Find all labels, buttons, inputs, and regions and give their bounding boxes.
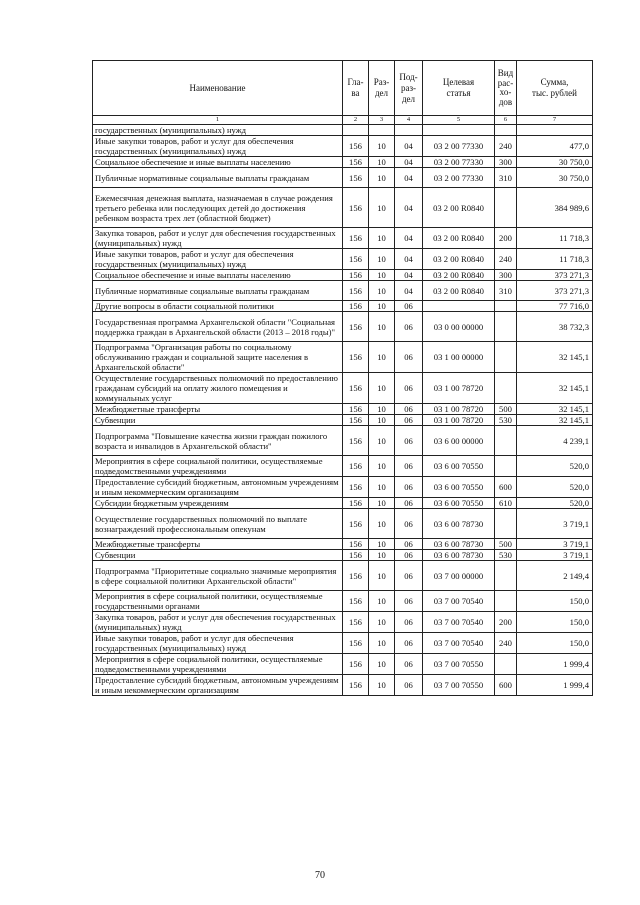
cell-statya: 03 1 00 78720 <box>423 373 495 404</box>
cell-razdel: 10 <box>369 539 395 550</box>
cell-glava: 156 <box>343 612 369 633</box>
cell-name: Подпрограмма "Организация работы по социальному обслуживанию граждан и социальной защите населения в Архангельской области" <box>93 342 343 373</box>
table-row <box>93 539 593 550</box>
cell-podrazdel: 06 <box>395 612 423 633</box>
cell-podrazdel: 04 <box>395 281 423 301</box>
cell-vid: 200 <box>495 612 517 633</box>
cell-statya: 03 1 00 78720 <box>423 415 495 426</box>
table-row <box>93 426 593 456</box>
cell-statya: 03 2 00 R0840 <box>423 188 495 228</box>
cell-name: Ежемесячная денежная выплата, назначаемая в случае рождения третьего ребенка или последующих детей до достижения ребенком возраста трех лет (областной бюджет) <box>93 188 343 228</box>
cell-podrazdel: 06 <box>395 539 423 550</box>
cell-name: Субвенции <box>93 550 343 561</box>
cell-glava: 156 <box>343 509 369 539</box>
header-row <box>93 61 593 116</box>
cell-name: Субвенции <box>93 415 343 426</box>
cell-razdel: 10 <box>369 675 395 696</box>
cell-vid <box>495 426 517 456</box>
column-number-row <box>93 116 593 125</box>
table-row <box>93 249 593 270</box>
cell-glava: 156 <box>343 591 369 612</box>
cell-statya: 03 7 00 70540 <box>423 612 495 633</box>
cell-statya <box>423 301 495 312</box>
table-row <box>93 281 593 301</box>
column-number: 7 <box>517 116 593 125</box>
table-body <box>93 125 593 696</box>
cell-name: Иные закупки товаров, работ и услуг для обеспечения государственных (муниципальных) нужд <box>93 249 343 270</box>
cell-summa: 11 718,3 <box>517 249 593 270</box>
cell-statya: 03 7 00 00000 <box>423 561 495 591</box>
cell-razdel: 10 <box>369 168 395 188</box>
cell-summa: 150,0 <box>517 612 593 633</box>
table-row <box>93 591 593 612</box>
cell-name: Субсидии бюджетным учреждениям <box>93 498 343 509</box>
cell-name: Подпрограмма "Повышение качества жизни граждан пожилого возраста и инвалидов в Архангельской области" <box>93 426 343 456</box>
cell-vid: 600 <box>495 477 517 498</box>
cell-statya: 03 7 00 70550 <box>423 654 495 675</box>
cell-name: Мероприятия в сфере социальной политики, осуществляемые государственными органами <box>93 591 343 612</box>
cell-statya: 03 7 00 70540 <box>423 633 495 654</box>
cell-razdel: 10 <box>369 136 395 157</box>
cell-vid <box>495 301 517 312</box>
cell-summa: 3 719,1 <box>517 539 593 550</box>
cell-name: государственных (муниципальных) нужд <box>93 125 343 136</box>
cell-statya: 03 2 00 77330 <box>423 136 495 157</box>
cell-podrazdel: 06 <box>395 675 423 696</box>
cell-vid: 500 <box>495 404 517 415</box>
cell-podrazdel: 06 <box>395 477 423 498</box>
cell-razdel: 10 <box>369 249 395 270</box>
cell-podrazdel: 06 <box>395 456 423 477</box>
cell-podrazdel: 04 <box>395 228 423 249</box>
cell-razdel: 10 <box>369 312 395 342</box>
cell-statya: 03 6 00 78730 <box>423 539 495 550</box>
cell-podrazdel: 06 <box>395 342 423 373</box>
cell-vid: 310 <box>495 281 517 301</box>
cell-summa: 38 732,3 <box>517 312 593 342</box>
table-row <box>93 342 593 373</box>
cell-glava: 156 <box>343 415 369 426</box>
cell-podrazdel: 04 <box>395 168 423 188</box>
cell-podrazdel: 04 <box>395 157 423 168</box>
header-glava: Гла- ва <box>343 61 369 116</box>
cell-podrazdel: 04 <box>395 249 423 270</box>
cell-name: Межбюджетные трансферты <box>93 404 343 415</box>
cell-name: Осуществление государственных полномочий по предоставлению гражданам субсидий на оплату жилого помещения и коммунальных услуг <box>93 373 343 404</box>
cell-statya: 03 6 00 00000 <box>423 426 495 456</box>
cell-glava: 156 <box>343 136 369 157</box>
cell-name: Мероприятия в сфере социальной политики, осуществляемые подведомственными учреждениями <box>93 456 343 477</box>
cell-vid <box>495 373 517 404</box>
cell-podrazdel: 06 <box>395 633 423 654</box>
budget-table <box>92 60 593 696</box>
cell-name: Мероприятия в сфере социальной политики, осуществляемые подведомственными учреждениями <box>93 654 343 675</box>
cell-podrazdel: 06 <box>395 404 423 415</box>
cell-summa: 373 271,3 <box>517 270 593 281</box>
cell-statya: 03 2 00 77330 <box>423 168 495 188</box>
cell-statya: 03 2 00 R0840 <box>423 249 495 270</box>
cell-razdel: 10 <box>369 654 395 675</box>
cell-vid: 610 <box>495 498 517 509</box>
table-row <box>93 125 593 136</box>
cell-podrazdel: 06 <box>395 654 423 675</box>
table-row <box>93 654 593 675</box>
cell-summa: 477,0 <box>517 136 593 157</box>
cell-summa: 30 750,0 <box>517 168 593 188</box>
cell-razdel: 10 <box>369 228 395 249</box>
cell-name: Иные закупки товаров, работ и услуг для обеспечения государственных (муниципальных) нужд <box>93 136 343 157</box>
cell-vid: 240 <box>495 249 517 270</box>
table-row <box>93 312 593 342</box>
table-row <box>93 373 593 404</box>
cell-razdel: 10 <box>369 477 395 498</box>
cell-podrazdel: 04 <box>395 270 423 281</box>
cell-razdel: 10 <box>369 426 395 456</box>
cell-podrazdel: 06 <box>395 426 423 456</box>
cell-statya: 03 2 00 R0840 <box>423 228 495 249</box>
cell-statya: 03 1 00 00000 <box>423 342 495 373</box>
cell-summa: 3 719,1 <box>517 509 593 539</box>
table-row <box>93 550 593 561</box>
cell-glava: 156 <box>343 539 369 550</box>
cell-glava: 156 <box>343 498 369 509</box>
cell-razdel: 10 <box>369 550 395 561</box>
cell-podrazdel: 06 <box>395 498 423 509</box>
cell-vid: 240 <box>495 633 517 654</box>
cell-summa: 32 145,1 <box>517 342 593 373</box>
column-number: 3 <box>369 116 395 125</box>
cell-podrazdel: 06 <box>395 415 423 426</box>
table-row <box>93 509 593 539</box>
cell-vid: 600 <box>495 675 517 696</box>
cell-summa: 32 145,1 <box>517 415 593 426</box>
cell-vid: 310 <box>495 168 517 188</box>
cell-name: Другие вопросы в области социальной политики <box>93 301 343 312</box>
cell-name: Предоставление субсидий бюджетным, автономным учреждениям и иным некоммерческим организациям <box>93 477 343 498</box>
cell-statya: 03 2 00 R0840 <box>423 281 495 301</box>
cell-summa <box>517 125 593 136</box>
cell-name: Осуществление государственных полномочий по выплате вознаграждений профессиональным опекунам <box>93 509 343 539</box>
cell-vid <box>495 188 517 228</box>
cell-statya <box>423 125 495 136</box>
cell-name: Межбюджетные трансферты <box>93 539 343 550</box>
cell-glava: 156 <box>343 404 369 415</box>
cell-glava: 156 <box>343 157 369 168</box>
table-row <box>93 270 593 281</box>
cell-podrazdel: 06 <box>395 312 423 342</box>
table-row <box>93 228 593 249</box>
cell-glava: 156 <box>343 426 369 456</box>
cell-name: Иные закупки товаров, работ и услуг для обеспечения государственных (муниципальных) нужд <box>93 633 343 654</box>
cell-vid: 500 <box>495 539 517 550</box>
column-number: 4 <box>395 116 423 125</box>
cell-summa: 1 999,4 <box>517 654 593 675</box>
cell-statya: 03 7 00 70550 <box>423 675 495 696</box>
table-row <box>93 188 593 228</box>
cell-statya: 03 6 00 70550 <box>423 498 495 509</box>
cell-podrazdel: 04 <box>395 188 423 228</box>
table-row <box>93 456 593 477</box>
header-vid: Вид рас- хо- дов <box>495 61 517 116</box>
cell-name: Социальное обеспечение и иные выплаты населению <box>93 157 343 168</box>
cell-summa: 150,0 <box>517 591 593 612</box>
table-row <box>93 168 593 188</box>
cell-razdel <box>369 125 395 136</box>
cell-podrazdel: 06 <box>395 373 423 404</box>
cell-name: Закупка товаров, работ и услуг для обеспечения государственных (муниципальных) нужд <box>93 612 343 633</box>
cell-vid: 300 <box>495 270 517 281</box>
cell-podrazdel: 06 <box>395 561 423 591</box>
header-name: Наименование <box>93 61 343 116</box>
cell-vid <box>495 654 517 675</box>
header-podrazdel: Под- раз- дел <box>395 61 423 116</box>
budget-table-container <box>92 60 592 696</box>
cell-razdel: 10 <box>369 612 395 633</box>
cell-name: Государственная программа Архангельской области "Социальная поддержка граждан в Архангельской области (2013 – 2018 годы)" <box>93 312 343 342</box>
cell-podrazdel: 04 <box>395 136 423 157</box>
cell-summa: 32 145,1 <box>517 373 593 404</box>
cell-glava: 156 <box>343 270 369 281</box>
cell-glava: 156 <box>343 301 369 312</box>
cell-glava: 156 <box>343 312 369 342</box>
cell-razdel: 10 <box>369 373 395 404</box>
cell-name: Закупка товаров, работ и услуг для обеспечения государственных (муниципальных) нужд <box>93 228 343 249</box>
cell-summa: 520,0 <box>517 456 593 477</box>
cell-name: Подпрограмма "Приоритетные социально значимые мероприятия в сфере социальной политики Архангельской области" <box>93 561 343 591</box>
cell-summa: 1 999,4 <box>517 675 593 696</box>
cell-podrazdel: 06 <box>395 550 423 561</box>
cell-vid: 530 <box>495 550 517 561</box>
cell-glava: 156 <box>343 654 369 675</box>
cell-vid <box>495 312 517 342</box>
cell-glava: 156 <box>343 633 369 654</box>
page-number: 70 <box>315 870 325 881</box>
cell-vid <box>495 456 517 477</box>
cell-razdel: 10 <box>369 301 395 312</box>
cell-summa: 384 989,6 <box>517 188 593 228</box>
cell-statya: 03 6 00 78730 <box>423 509 495 539</box>
cell-name: Предоставление субсидий бюджетным, автономным учреждениям и иным некоммерческим организациям <box>93 675 343 696</box>
cell-vid: 200 <box>495 228 517 249</box>
column-number: 2 <box>343 116 369 125</box>
cell-summa: 4 239,1 <box>517 426 593 456</box>
cell-name: Публичные нормативные социальные выплаты гражданам <box>93 168 343 188</box>
cell-glava: 156 <box>343 281 369 301</box>
cell-razdel: 10 <box>369 188 395 228</box>
cell-vid <box>495 509 517 539</box>
column-number: 1 <box>93 116 343 125</box>
cell-razdel: 10 <box>369 456 395 477</box>
cell-razdel: 10 <box>369 633 395 654</box>
cell-statya: 03 0 00 00000 <box>423 312 495 342</box>
cell-statya: 03 7 00 70540 <box>423 591 495 612</box>
table-row <box>93 415 593 426</box>
cell-razdel: 10 <box>369 498 395 509</box>
cell-vid: 240 <box>495 136 517 157</box>
table-row <box>93 612 593 633</box>
cell-statya: 03 2 00 R0840 <box>423 270 495 281</box>
cell-summa: 2 149,4 <box>517 561 593 591</box>
cell-name: Публичные нормативные социальные выплаты гражданам <box>93 281 343 301</box>
table-row <box>93 675 593 696</box>
cell-vid: 300 <box>495 157 517 168</box>
table-row <box>93 404 593 415</box>
table-row <box>93 301 593 312</box>
cell-razdel: 10 <box>369 157 395 168</box>
cell-statya: 03 6 00 70550 <box>423 477 495 498</box>
cell-summa: 11 718,3 <box>517 228 593 249</box>
cell-razdel: 10 <box>369 404 395 415</box>
cell-vid <box>495 561 517 591</box>
table-row <box>93 157 593 168</box>
cell-razdel: 10 <box>369 509 395 539</box>
cell-glava: 156 <box>343 456 369 477</box>
table-row <box>93 136 593 157</box>
cell-glava: 156 <box>343 477 369 498</box>
table-row <box>93 477 593 498</box>
cell-glava: 156 <box>343 342 369 373</box>
cell-summa: 77 716,0 <box>517 301 593 312</box>
table-row <box>93 633 593 654</box>
cell-glava: 156 <box>343 228 369 249</box>
cell-glava <box>343 125 369 136</box>
cell-statya: 03 6 00 78730 <box>423 550 495 561</box>
cell-statya: 03 1 00 78720 <box>423 404 495 415</box>
table-row <box>93 498 593 509</box>
column-number: 6 <box>495 116 517 125</box>
cell-glava: 156 <box>343 675 369 696</box>
cell-vid <box>495 591 517 612</box>
cell-glava: 156 <box>343 188 369 228</box>
cell-glava: 156 <box>343 373 369 404</box>
cell-glava: 156 <box>343 550 369 561</box>
cell-vid <box>495 342 517 373</box>
cell-razdel: 10 <box>369 561 395 591</box>
cell-summa: 30 750,0 <box>517 157 593 168</box>
cell-name: Социальное обеспечение и иные выплаты населению <box>93 270 343 281</box>
cell-podrazdel: 06 <box>395 301 423 312</box>
header-summa: Сумма, тыс. рублей <box>517 61 593 116</box>
cell-razdel: 10 <box>369 342 395 373</box>
cell-razdel: 10 <box>369 281 395 301</box>
cell-glava: 156 <box>343 561 369 591</box>
cell-statya: 03 2 00 77330 <box>423 157 495 168</box>
cell-glava: 156 <box>343 249 369 270</box>
cell-podrazdel: 06 <box>395 591 423 612</box>
cell-vid: 530 <box>495 415 517 426</box>
cell-summa: 520,0 <box>517 498 593 509</box>
header-statya: Целевая статья <box>423 61 495 116</box>
cell-vid <box>495 125 517 136</box>
cell-summa: 3 719,1 <box>517 550 593 561</box>
cell-razdel: 10 <box>369 591 395 612</box>
table-row <box>93 561 593 591</box>
cell-razdel: 10 <box>369 415 395 426</box>
cell-summa: 520,0 <box>517 477 593 498</box>
cell-podrazdel: 06 <box>395 509 423 539</box>
cell-summa: 32 145,1 <box>517 404 593 415</box>
cell-summa: 150,0 <box>517 633 593 654</box>
cell-statya: 03 6 00 70550 <box>423 456 495 477</box>
column-number: 5 <box>423 116 495 125</box>
cell-glava: 156 <box>343 168 369 188</box>
cell-razdel: 10 <box>369 270 395 281</box>
cell-summa: 373 271,3 <box>517 281 593 301</box>
header-razdel: Раз- дел <box>369 61 395 116</box>
cell-podrazdel <box>395 125 423 136</box>
